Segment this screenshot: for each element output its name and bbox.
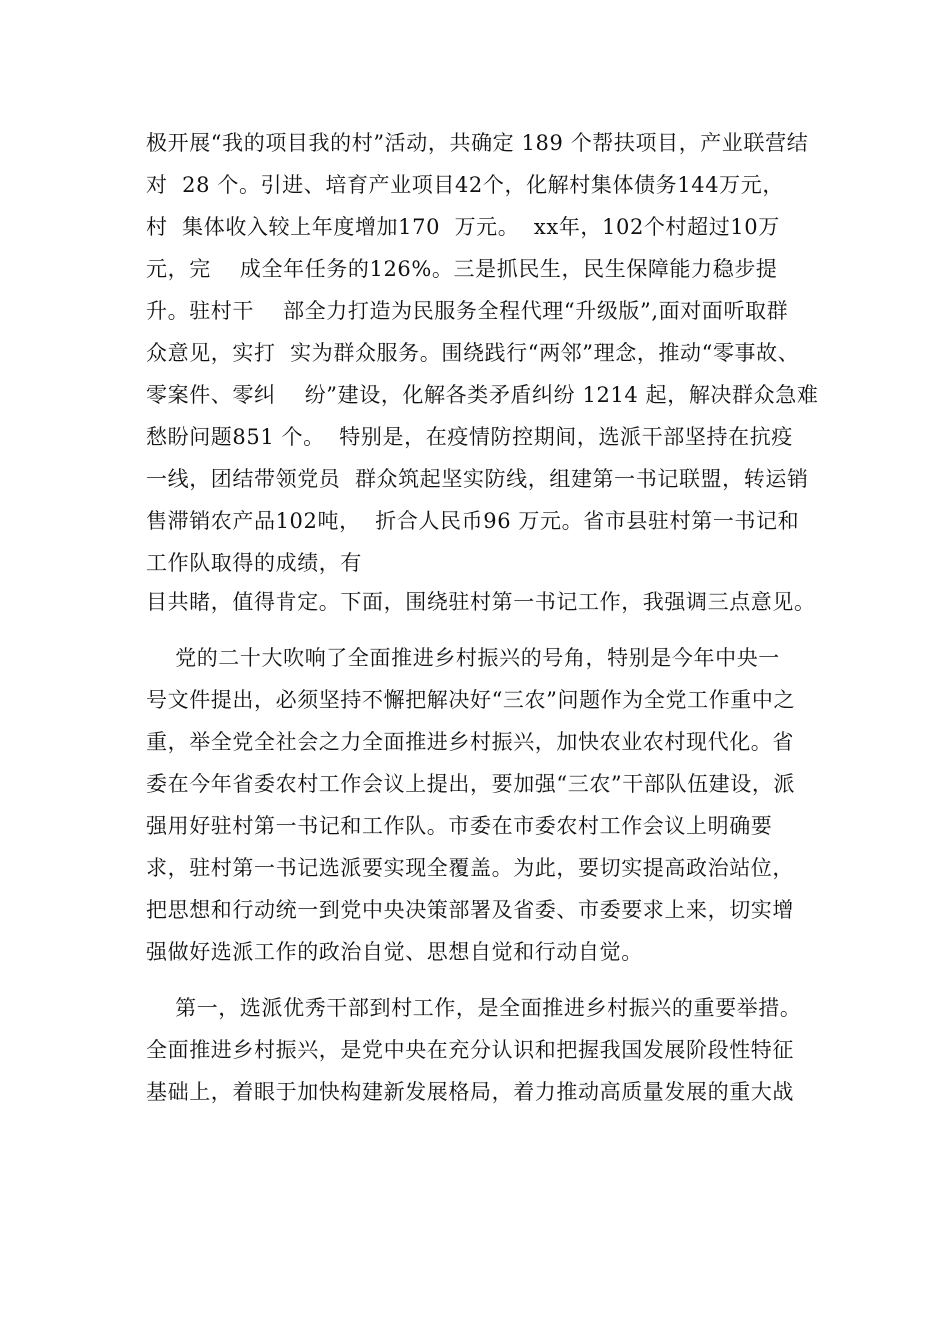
text-line: 众意见，实打 实为群众服务。围绕践行“两邻”理念，推动“零事故、	[146, 341, 800, 365]
text-line: 愁盼问题851 个。 特别是，在疫情防控期间，选派干部坚持在抗疫	[146, 425, 793, 449]
text-line: 第一，选派优秀干部到村工作，是全面推进乡村振兴的重要举措。	[146, 996, 802, 1020]
text-line: 零案件、零纠 纷”建设，化解各类矛盾纠纷 1214 起，解决群众急难	[146, 383, 819, 407]
text-line: 号文件提出，必须坚持不懈把解决好“三农”问题作为全党工作重中之	[146, 688, 796, 712]
text-line: 升。驻村干 部全力打造为民服务全程代理“升级版”,面对面听取群	[146, 299, 789, 323]
text-line: 对 28 个。引进、培育产业项目42个，化解村集体债务144万元，	[146, 173, 784, 197]
text-line: 强用好驻村第一书记和工作队。市委在市委农村工作会议上明确要	[146, 814, 773, 838]
text-line: 强做好选派工作的政治自觉、思想自觉和行动自觉。	[146, 940, 643, 964]
text-line: 目共睹，值得肯定。下面，围绕驻村第一书记工作，我强调三点意见。	[146, 590, 816, 614]
text-line: 售滞销农产品102吨， 折合人民币96 万元。省市县驻村第一书记和	[146, 509, 800, 533]
text-line: 把思想和行动统一到党中央决策部署及省委、市委要求上来，切实增	[146, 898, 794, 922]
text-line: 委在今年省委农村工作会议上提出，要加强“三农”干部队伍建设，派	[146, 772, 796, 796]
text-line: 村 集体收入较上年度增加170 万元。 xx年，102个村超过10万	[146, 215, 780, 239]
text-line: 求，驻村第一书记选派要实现全覆盖。为此，要切实提高政治站位，	[146, 856, 794, 880]
text-line: 党的二十大吹响了全面推进乡村振兴的号角，特别是今年中央一	[146, 646, 780, 670]
text-line: 重，举全党全社会之力全面推进乡村振兴，加快农业农村现代化。省	[146, 730, 794, 754]
text-line: 工作队取得的成绩，有	[146, 551, 362, 575]
text-line: 基础上，着眼于加快构建新发展格局，着力推动高质量发展的重大战	[146, 1080, 794, 1104]
text-line: 极开展“我的项目我的村”活动，共确定 189 个帮扶项目，产业联营结	[146, 131, 809, 155]
text-line: 全面推进乡村振兴，是党中央在充分认识和把握我国发展阶段性特征	[146, 1038, 794, 1062]
text-line: 一线，团结带领党员 群众筑起坚实防线，组建第一书记联盟，转运销	[146, 467, 809, 491]
text-line: 元，完 成全年任务的126%。三是抓民生，民生保障能力稳步提	[146, 257, 778, 281]
